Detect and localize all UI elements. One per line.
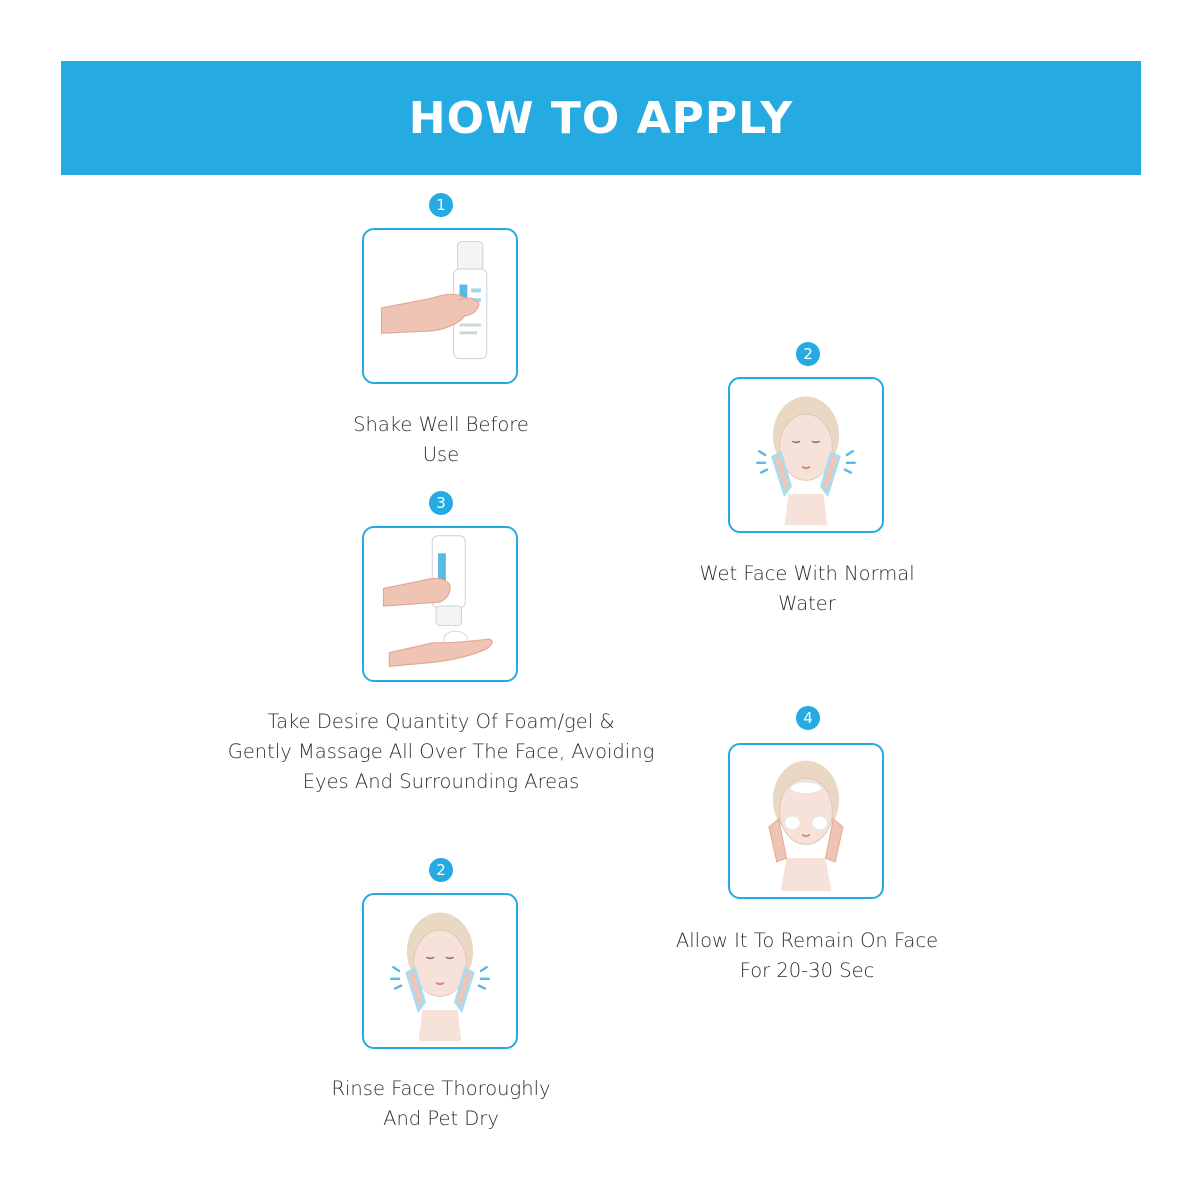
woman-rinse-face-icon — [364, 895, 516, 1047]
step-number-badge: 2 — [796, 342, 820, 366]
step-illustration-card — [362, 893, 518, 1049]
caption-line: Wet Face With Normal — [699, 562, 915, 585]
caption-line: Eyes And Surrounding Areas — [302, 770, 580, 793]
caption-line: Gently Massage All Over The Face, Avoiding — [227, 740, 655, 763]
step-number-badge: 1 — [429, 193, 453, 217]
hand-holding-bottle-icon — [364, 230, 516, 382]
step-number-badge: 4 — [796, 706, 820, 730]
bottle-dispensing-foam-icon — [364, 528, 516, 680]
step-illustration-card — [362, 526, 518, 682]
header-banner — [61, 61, 1141, 175]
caption-line: Allow It To Remain On Face — [675, 929, 939, 952]
step-illustration-card — [728, 743, 884, 899]
caption-line: Use — [422, 443, 460, 466]
step-caption — [196, 707, 686, 797]
woman-wet-face-icon — [730, 379, 882, 531]
step-illustration-card — [728, 377, 884, 533]
woman-foam-face-icon — [730, 745, 882, 897]
caption-line: Shake Well Before — [353, 413, 529, 436]
step-caption — [658, 559, 956, 619]
step-illustration-card — [362, 228, 518, 384]
step-caption — [648, 926, 966, 986]
step-number-badge: 2 — [429, 858, 453, 882]
caption-line: For 20-30 Sec — [739, 959, 875, 982]
caption-line: And Pet Dry — [383, 1107, 499, 1130]
caption-line: Water — [778, 592, 836, 615]
step-number-badge: 3 — [429, 491, 453, 515]
page-title: HOW TO APPLY — [408, 92, 794, 144]
caption-line: Rinse Face Thoroughly — [331, 1077, 551, 1100]
step-caption — [301, 410, 581, 470]
caption-line: Take Desire Quantity Of Foam/gel & — [267, 710, 615, 733]
step-caption — [301, 1074, 581, 1134]
